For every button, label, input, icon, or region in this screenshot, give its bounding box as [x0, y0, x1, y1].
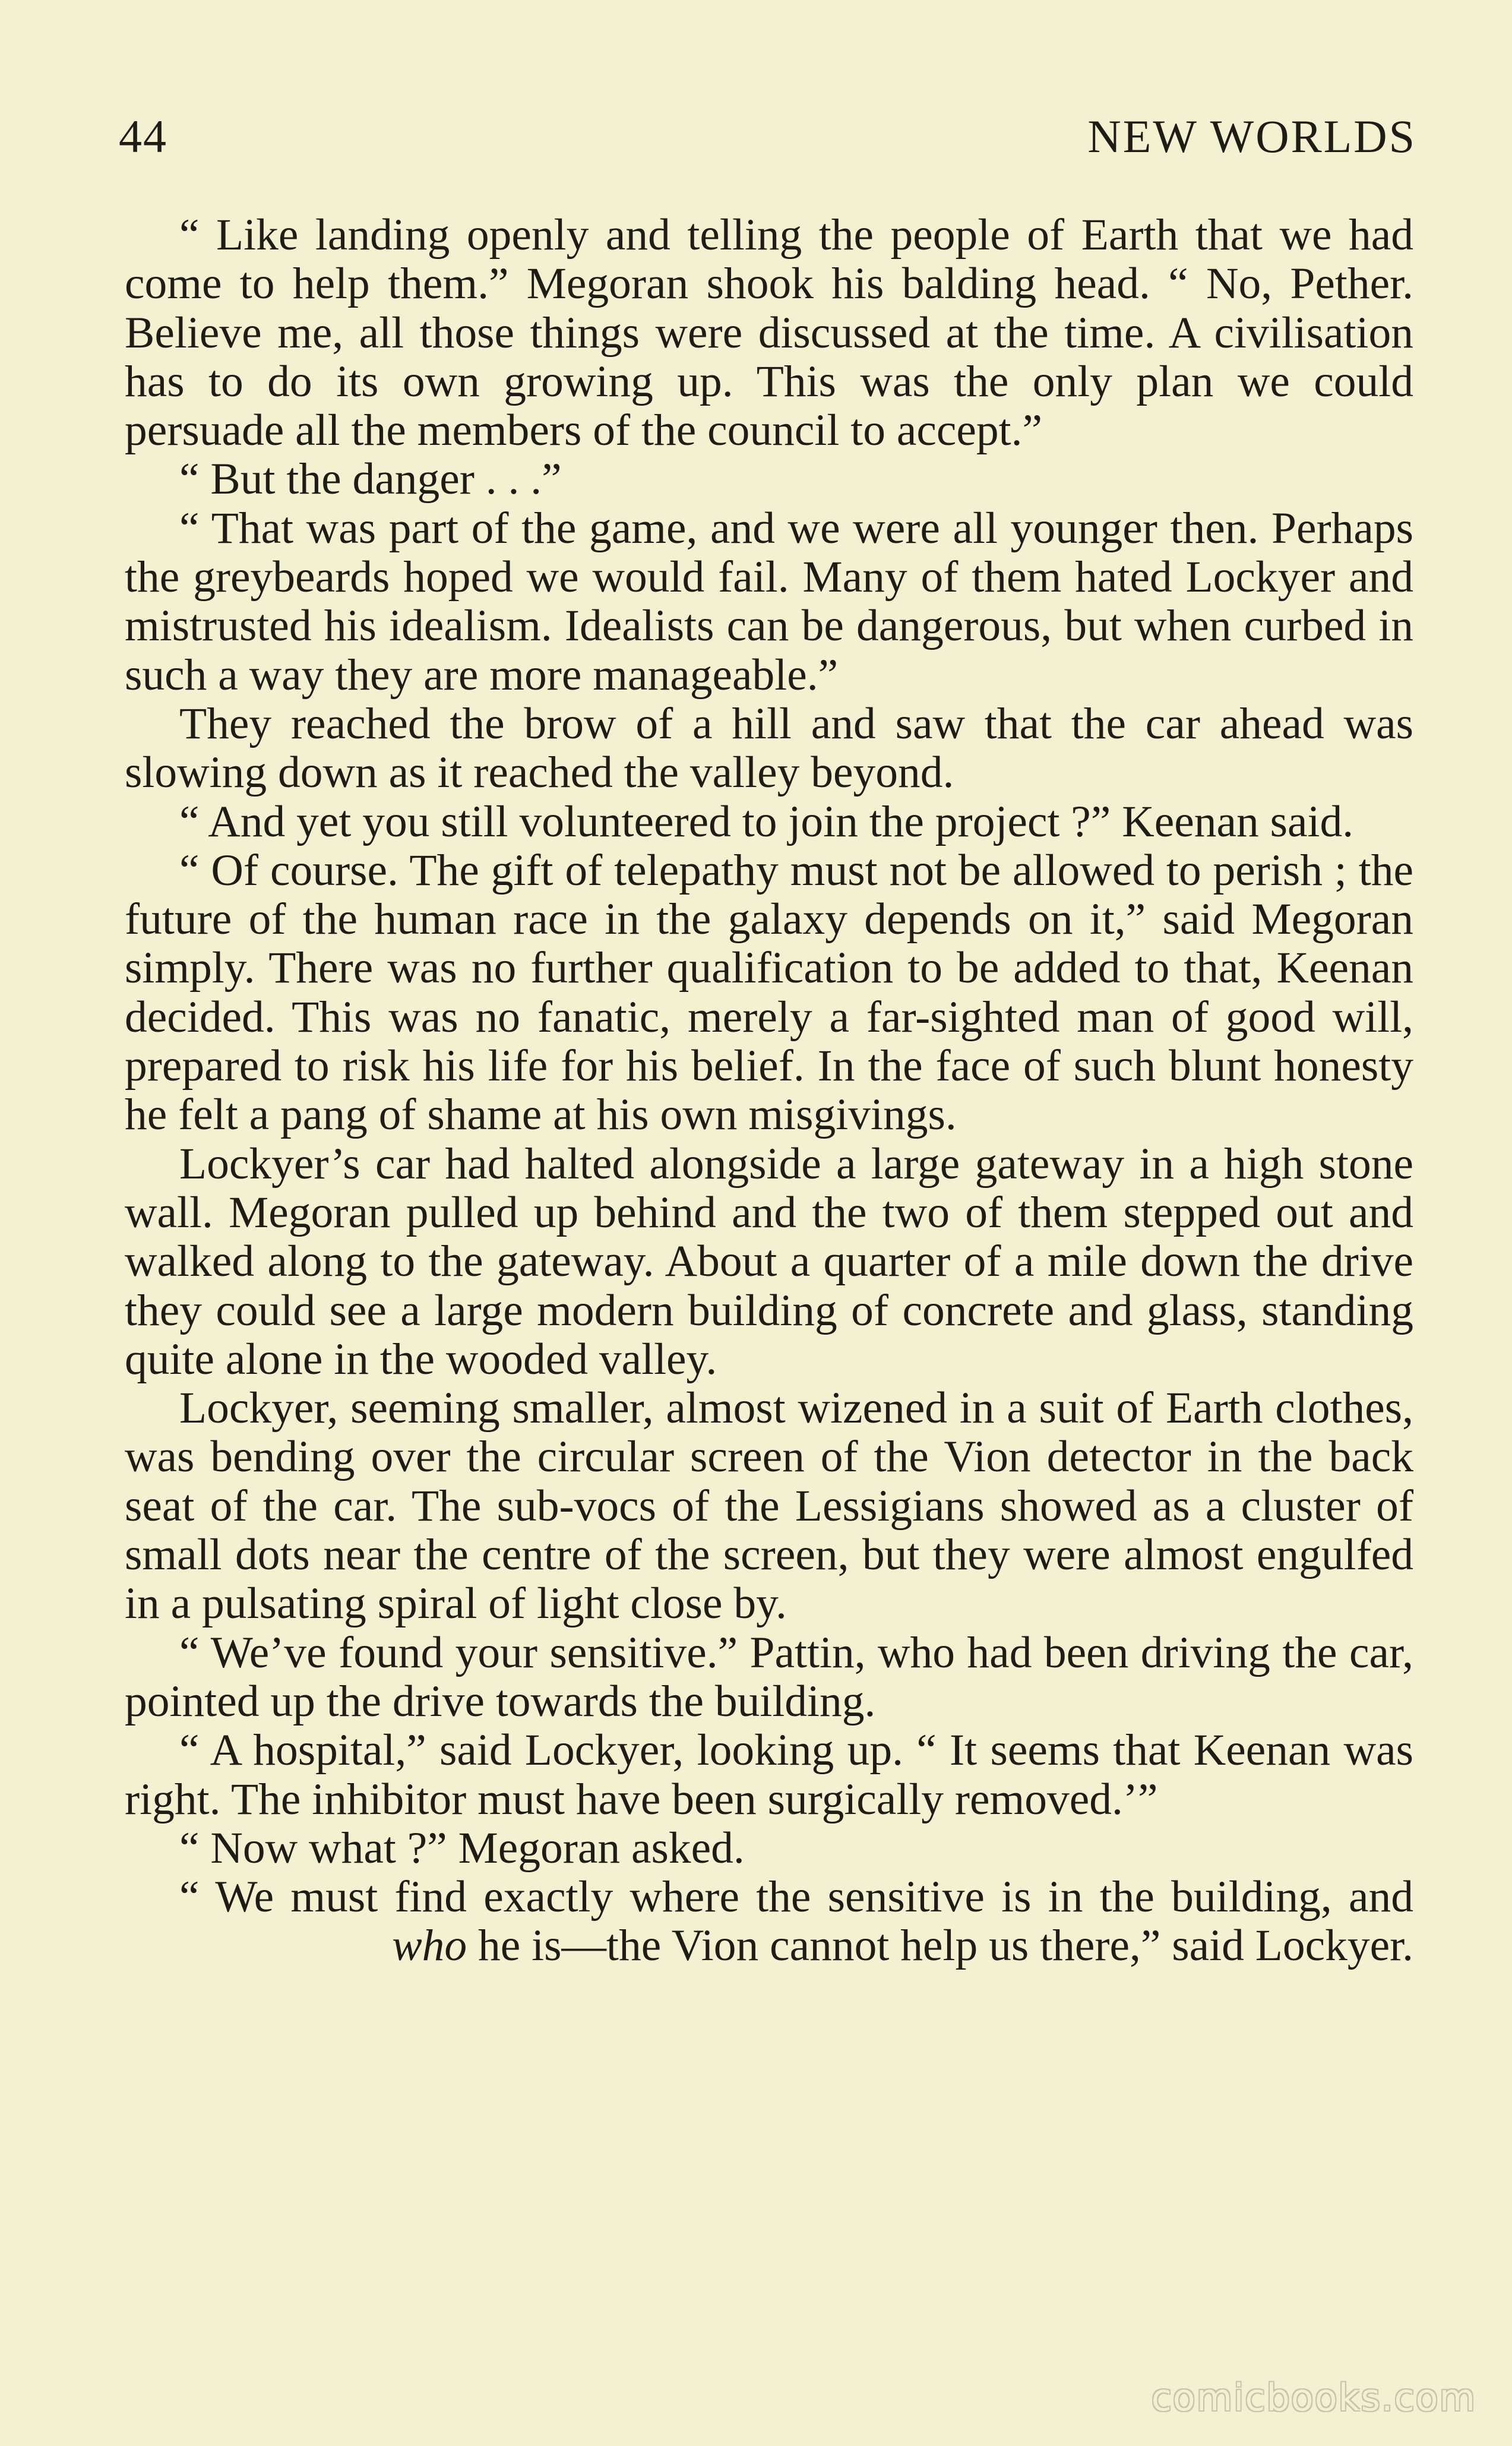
paragraph-12 — [125, 1873, 1413, 1971]
paragraph-2: “ But the danger . . .” — [179, 454, 562, 504]
paragraph-12-end: he is—the Vion cannot help us there,” said Lockyer. — [467, 1921, 1413, 1971]
paragraph-8: Lockyer, seeming smaller, almost wizened in a suit of Earth clothes, was bending over the circular screen of the Vion detector in the back seat of the car. The sub-vocs of the Lessigians showed as a cluster of small dots near the centre of the screen, but they were almost engulfed in a pulsating spiral of light close by. — [125, 1383, 1413, 1629]
paragraph-1: “ Like landing openly and telling the people of Earth that we had come to help them.” Megoran shook his balding head. “ No, Pether. Believe me, all those things were discussed at the time. A civilisation has to do its own growing up. This was the only plan we could persuade all the members of the council to accept.” — [125, 210, 1413, 456]
paragraph-5: “ And yet you still volunteered to join the project ?” Keenan said. — [179, 797, 1354, 846]
paragraph-9: “ We’ve found your sensitive.” Pattin, who had been driving the car, pointed up the drive towards the building. — [125, 1627, 1413, 1726]
paragraph-12-emphasis: who — [392, 1921, 467, 1971]
running-title: NEW WORLDS — [1087, 110, 1416, 162]
paragraph-6: “ Of course. The gift of telepathy must not be allowed to perish ; the future of the human race in the galaxy depends on it,” said Megoran simply. There was no further qualification to be added to that, Keenan decided. This was no fanatic, merely a far-sighted man of good will, prepared to risk his life for his belief. In the face of such blunt honesty he felt a pang of shame at his own misgivings. — [125, 845, 1413, 1140]
paragraph-12-start: “ We must find exactly where the sensitive is in the building, and — [179, 1872, 1413, 1922]
paragraph-7: Lockyer’s car had halted alongside a large gateway in a high stone wall. Megoran pulled up behind and the two of them stepped out and walked along to the gateway. About a quarter of a mile down the drive they could see a large modern building of concrete and glass, standing quite alone in the wooded valley. — [125, 1139, 1413, 1384]
paragraph-4: They reached the brow of a hill and saw that the car ahead was slowing down as it reached the valley beyond. — [125, 699, 1413, 798]
text-body — [125, 211, 1413, 1971]
watermark: comicbooks.com — [1151, 2376, 1476, 2419]
paragraph-3: “ That was part of the game, and we were all younger then. Perhaps the greybeards hoped we would fail. Many of them hated Lockyer and mistrusted his idealism. Idealists can be dangerous, but when curbed in such a way they are more manageable.” — [125, 503, 1413, 700]
page-number: 44 — [119, 110, 167, 162]
paragraph-10: “ A hospital,” said Lockyer, looking up. “ It seems that Keenan was right. The inhibitor must have been surgically removed.’” — [125, 1726, 1413, 1824]
paragraph-11: “ Now what ?” Megoran asked. — [179, 1823, 745, 1873]
page-header — [119, 110, 1416, 169]
